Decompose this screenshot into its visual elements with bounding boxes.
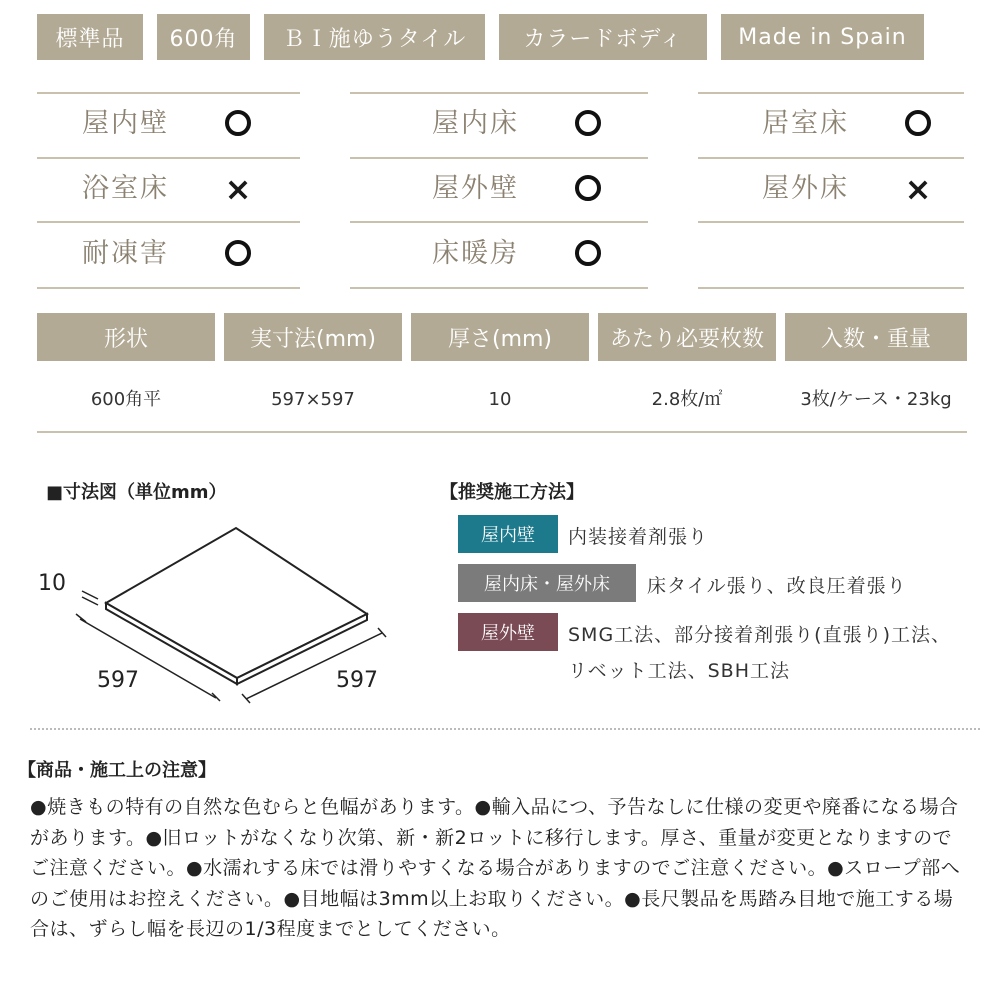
spec-header-per-sqm: あたり必要枚数 (598, 313, 776, 361)
tag-body: カラードボディ (499, 14, 707, 60)
thickness-label: 10 (38, 571, 66, 596)
spec-bottom-line (37, 431, 967, 433)
width-label: 597 (97, 668, 139, 693)
usage-label: 居室床 (762, 108, 849, 139)
usage-line (698, 221, 964, 223)
method-tag-interior-wall: 屋内壁 (458, 515, 558, 553)
notes-title: 【商品・施工上の注意】 (18, 760, 216, 781)
usage-mark (218, 157, 258, 221)
tag-size: 600角 (157, 14, 250, 60)
usage-label: 屋内床 (432, 108, 519, 139)
usage-line (698, 287, 964, 289)
spec-value-per-sqm: 2.8枚/㎡ (651, 389, 723, 410)
notes-body: ●焼きもの特有の自然な色むらと色幅があります。●輸入品につ、予告なしに仕様の変更や廃番になる場合があります。●旧ロットがなくなり次第、新・新2ロットに移行します。厚さ、重量が変更となりますのでご注意ください。●水濡れする床では滑りやすくなる場合がありますのでご注意ください。●スロープ部へのご使用はお控えください。●目地幅は3mm以上お取りください。●長尺製品を馬踏み目地で施工する場合は、ずらし幅を長辺の1/3程度までとしてください。 (30, 796, 961, 940)
circle-mark-icon (225, 240, 251, 266)
spec-header-packing: 入数・重量 (785, 313, 967, 361)
circle-mark-icon (225, 110, 251, 136)
spec-value-size: 597×597 (271, 389, 355, 410)
method-title: 【推奨施工方法】 (440, 482, 584, 503)
method-text-exterior-wall-2: リベット工法、SBH工法 (568, 660, 791, 682)
cross-mark-icon: × (904, 170, 932, 208)
cross-mark-icon: × (224, 170, 252, 208)
usage-label: 耐凍害 (82, 238, 169, 269)
depth-ext-right (378, 628, 386, 637)
usage-label: 床暖房 (432, 238, 519, 269)
circle-mark-icon (575, 240, 601, 266)
usage-label: 浴室床 (82, 173, 169, 204)
usage-line (350, 287, 648, 289)
method-tag-exterior-wall: 屋外壁 (458, 613, 558, 651)
usage-label: 屋外壁 (432, 173, 519, 204)
spec-header-size: 実寸法(mm) (224, 313, 402, 361)
usage-label: 屋内壁 (82, 108, 169, 139)
spec-header-shape: 形状 (37, 313, 215, 361)
width-ext-top (76, 614, 86, 622)
section-divider (30, 728, 980, 730)
spec-value-packing: 3枚/ケース・23kg (800, 389, 952, 410)
circle-mark-icon (905, 110, 931, 136)
tag-origin: Made in Spain (721, 14, 924, 60)
spec-value-thickness: 10 (488, 389, 512, 410)
usage-mark (568, 157, 608, 221)
usage-mark (218, 222, 258, 286)
spec-value-shape: 600角平 (90, 389, 162, 410)
depth-ext-left (242, 694, 250, 703)
circle-mark-icon (575, 110, 601, 136)
method-text-interior-wall: 内装接着剤張り (568, 526, 709, 548)
method-tag-floor: 屋内床・屋外床 (458, 564, 636, 602)
circle-mark-icon (575, 175, 601, 201)
depth-label: 597 (336, 668, 378, 693)
tile-top-face (106, 528, 367, 678)
spec-header-thickness: 厚さ(mm) (411, 313, 589, 361)
method-text-exterior-wall: SMG工法、部分接着剤張り(直張り)工法、 (568, 624, 952, 646)
method-text-floor: 床タイル張り、改良圧着張り (647, 575, 907, 597)
usage-mark (568, 92, 608, 156)
usage-mark (898, 92, 938, 156)
tag-standard: 標準品 (37, 14, 143, 60)
usage-mark (568, 222, 608, 286)
usage-mark (218, 92, 258, 156)
usage-mark (898, 157, 938, 221)
dimension-title: ■寸法図（単位mm） (46, 482, 227, 503)
usage-label: 屋外床 (762, 173, 849, 204)
usage-line (37, 287, 300, 289)
tag-glaze: ＢＩ施ゆうタイル (264, 14, 485, 60)
